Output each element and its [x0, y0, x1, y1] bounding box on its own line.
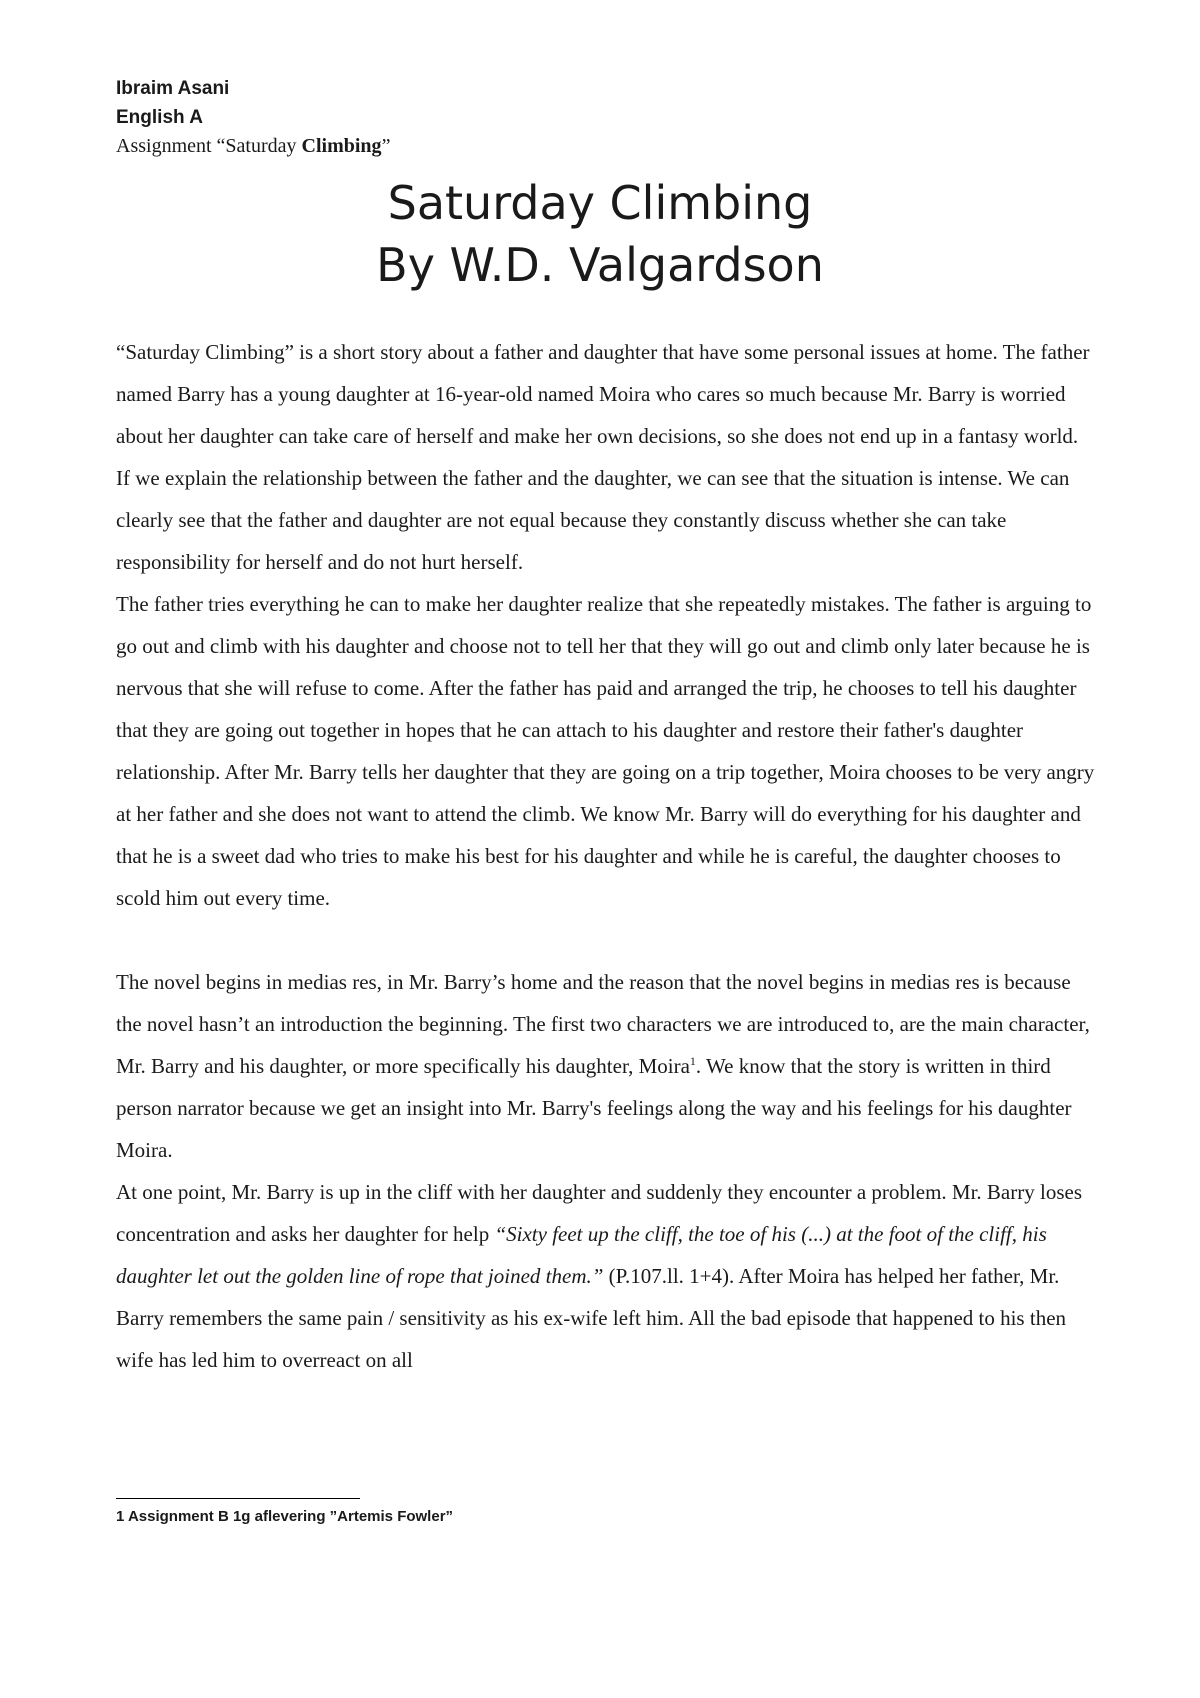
footnote-divider — [116, 1498, 360, 1499]
document-header — [116, 74, 390, 161]
paragraph-3-text-b: . We know that the story is written in third person narrator because we get an insight into Mr. Barry's feelings along the way and his feelings for his daughter Moira. — [116, 1054, 1072, 1162]
assignment-bold: Climbing — [301, 135, 382, 157]
author-name: Ibraim Asani — [116, 78, 230, 99]
paragraph-4-text-a: At one point, Mr. Barry is up in the cliff with her daughter and suddenly they encounter a problem. Mr. Barry loses concentration and asks her daughter for help — [116, 1180, 1082, 1246]
assignment-prefix: Assignment “Saturday — [116, 135, 302, 157]
assignment-line — [116, 132, 390, 161]
paragraph-2: The father tries everything he can to make her daughter realize that she repeatedly mistakes. The father is arguing to go out and climb with his daughter and choose not to tell her that they will go out and climb only later because he is nervous that she will refuse to come. After the father has paid and arranged the trip, he chooses to tell his daughter that they are going out together in hopes that he can attach to his daughter and restore their father's daughter relationship. After Mr. Barry tells her daughter that they are going on a trip together, Moira chooses to be very angry at her father and she does not want to attend the climb. We know Mr. Barry will do everything for his daughter and that he is a sweet dad who tries to make his best for his daughter and while he is careful, the daughter chooses to scold him out every time. — [116, 592, 1095, 910]
paragraph-3-text-a: The novel begins in medias res, in Mr. Barry’s home and the reason that the novel begins in medias res is because the novel hasn’t an introduction the beginning. The first two characters we are introduced to, are the main character, Mr. Barry and his daughter, or more specifically his daughter, Moira — [116, 970, 1090, 1078]
document-body — [116, 331, 1096, 1381]
document-title — [0, 172, 1200, 296]
assignment-suffix: ” — [381, 135, 391, 157]
paragraph-4 — [116, 1171, 1096, 1381]
paragraph-4-quote: “Sixty feet up the cliff, the toe of his (...) at the foot of the cliff, his daughter let out the golden line of rope that joined them.” — [116, 1222, 1047, 1288]
paragraph-4-text-b: (P.107.ll. 1+4). After Moira has helped her father, Mr. Barry remembers the same pain / sensitivity as his ex-wife left him. All the bad episode that happened to his then wife has led him to overreact on all — [116, 1264, 1067, 1372]
footnote-ref: 1 — [689, 1054, 696, 1068]
footnote: 1 Assignment B 1g aflevering ”Artemis Fowler” — [116, 1508, 454, 1525]
paragraph-gap — [116, 919, 1096, 961]
title-line-2: By W.D. Valgardson — [376, 238, 824, 292]
title-line-1: Saturday Climbing — [387, 176, 813, 230]
paragraph-1: “Saturday Climbing” is a short story about a father and daughter that have some personal issues at home. The father named Barry has a young daughter at 16-year-old named Moira who cares so much because Mr. Barry is worried about her daughter can take care of herself and make her own decisions, so she does not end up in a fantasy world. If we explain the relationship between the father and the daughter, we can see that the situation is intense. We can clearly see that the father and daughter are not equal because they constantly discuss whether she can take responsibility for herself and do not hurt herself. — [116, 340, 1090, 574]
course-name: English A — [116, 107, 203, 128]
paragraph-3 — [116, 961, 1096, 1171]
